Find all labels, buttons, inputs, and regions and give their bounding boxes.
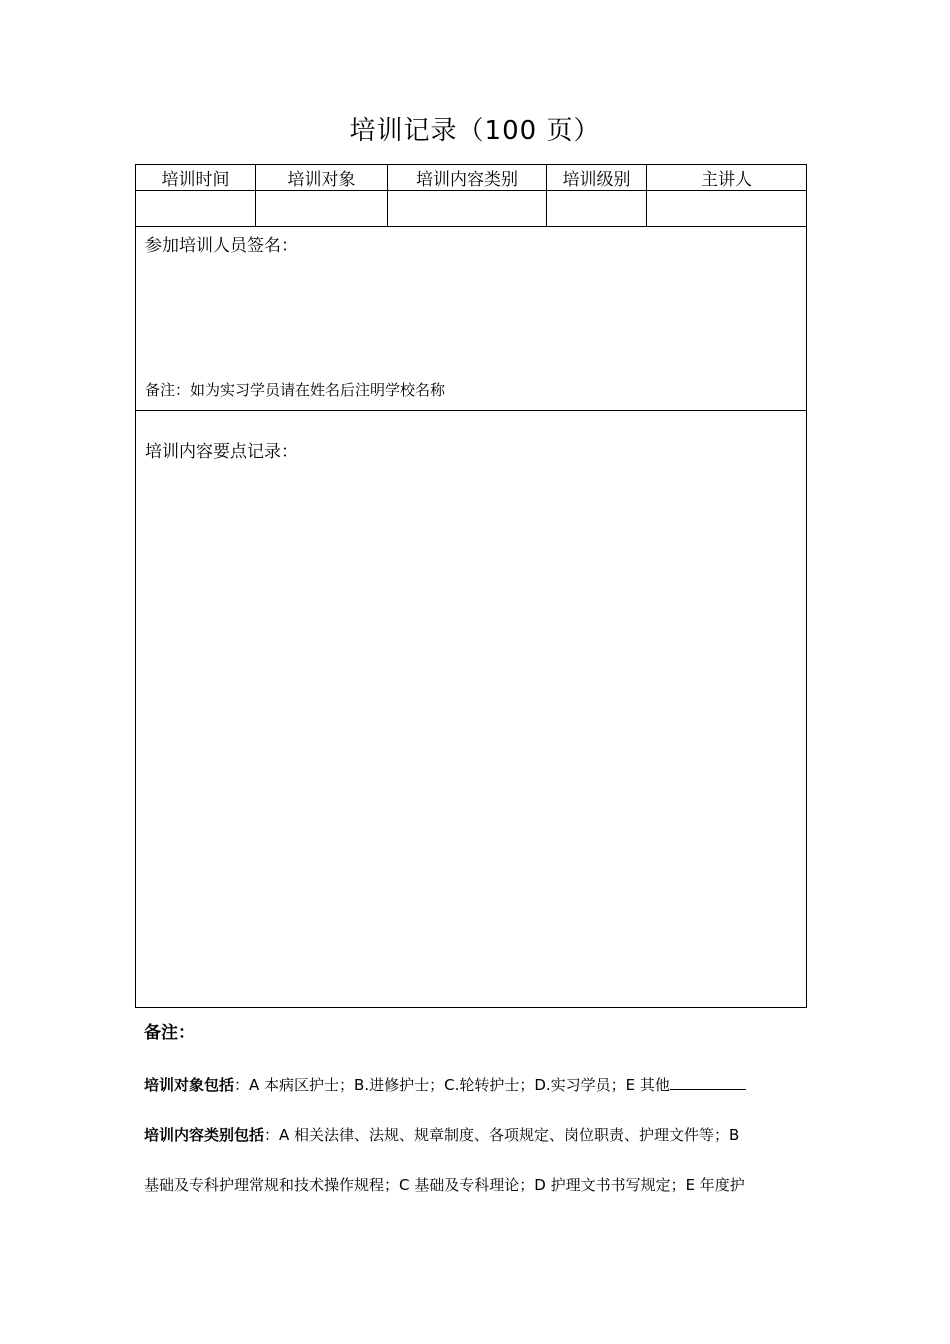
content-category-cell[interactable] bbox=[388, 191, 547, 227]
header-trainees: 培训对象 bbox=[256, 165, 388, 191]
training-time-cell[interactable] bbox=[136, 191, 256, 227]
entry-row bbox=[136, 191, 807, 227]
trainees-cell[interactable] bbox=[256, 191, 388, 227]
category-note-label: 培训内容类别包括 bbox=[144, 1126, 265, 1144]
signature-area[interactable] bbox=[136, 227, 807, 411]
trainees-note-label: 培训对象包括 bbox=[144, 1076, 235, 1094]
header-training-time: 培训时间 bbox=[136, 165, 256, 191]
header-content-category: 培训内容类别 bbox=[388, 165, 547, 191]
training-level-cell[interactable] bbox=[547, 191, 647, 227]
other-fill-line[interactable] bbox=[670, 1075, 746, 1090]
header-lecturer: 主讲人 bbox=[647, 165, 807, 191]
category-note bbox=[144, 1125, 814, 1145]
trainees-note bbox=[144, 1075, 814, 1095]
header-training-level: 培训级别 bbox=[547, 165, 647, 191]
header-row bbox=[136, 165, 807, 191]
lecturer-cell[interactable] bbox=[647, 191, 807, 227]
category-note-text: ：A 相关法律、法规、规章制度、各项规定、岗位职责、护理文件等；B bbox=[264, 1126, 740, 1144]
notes-section bbox=[144, 1018, 814, 1225]
content-notes-label: 培训内容要点记录： bbox=[145, 442, 298, 462]
notes-heading: 备注： bbox=[144, 1023, 195, 1043]
category-note-continued: 基础及专科护理常规和技术操作规程；C 基础及专科理论；D 护理文书书写规定；E 年度护 bbox=[144, 1176, 745, 1194]
page-title: 培训记录（100 页） bbox=[349, 116, 601, 146]
content-notes-area[interactable] bbox=[136, 411, 807, 1008]
training-record-table bbox=[135, 164, 807, 1008]
signature-label: 参加培训人员签名： bbox=[145, 236, 298, 256]
signature-note: 备注：如为实习学员请在姓名后注明学校名称 bbox=[145, 381, 446, 399]
trainees-note-text: ：A 本病区护士；B.进修护士；C.轮转护士；D.实习学员；E 其他 bbox=[234, 1076, 670, 1094]
